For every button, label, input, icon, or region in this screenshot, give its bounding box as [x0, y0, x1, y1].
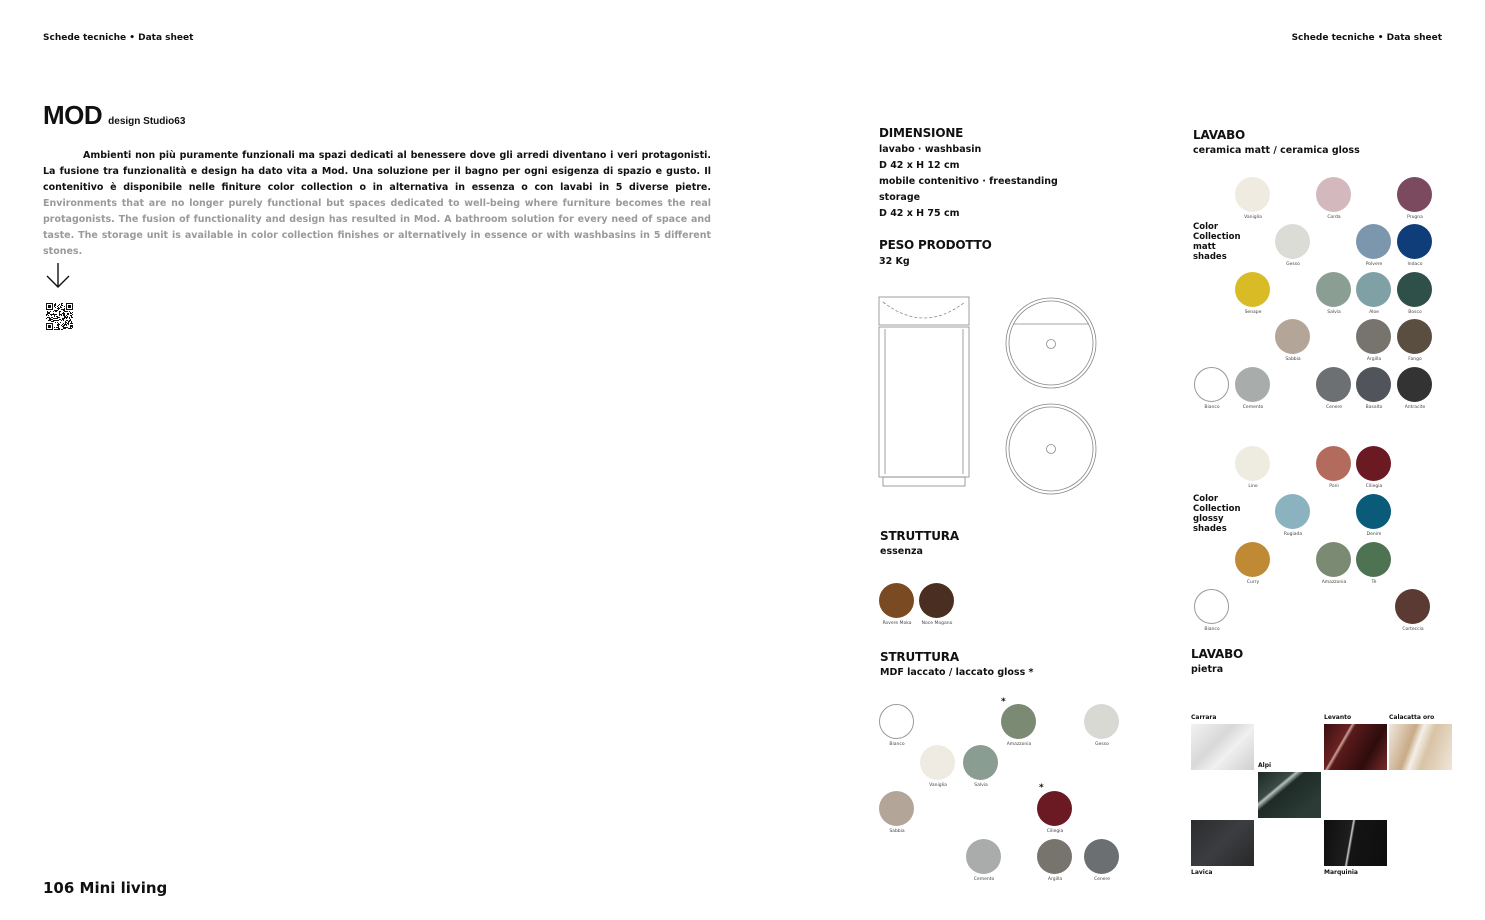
- color-swatch[interactable]: [1275, 494, 1310, 529]
- color-swatch[interactable]: [1316, 272, 1351, 307]
- structure-mdf-title: STRUTTURA: [880, 650, 959, 664]
- intro-english: Environments that are no longer purely functional but spaces dedicated to well-being where furniture becomes the real protagonists. The fusion of functionality and design has resulted in Mod. A bathroom solution for every need of space and taste. The storage unit is available in color collection finishes or alternatively in essence or with washbasins in 5 different stones.: [43, 198, 711, 257]
- color-swatch[interactable]: [1084, 704, 1119, 739]
- weight-title: PESO PRODOTTO: [879, 238, 992, 252]
- basin-ceramic-block: [1193, 128, 1360, 159]
- swatch-label: Gesso: [1286, 262, 1300, 267]
- swatch-label: Curry: [1246, 580, 1260, 585]
- page-number: 106 Mini living: [43, 879, 168, 897]
- swatch-label: Antracite: [1404, 405, 1426, 410]
- basin-ceramic-subtitle: ceramica matt / ceramica gloss: [1193, 145, 1360, 156]
- color-swatch[interactable]: [1316, 367, 1351, 402]
- structure-wood-title: STRUTTURA: [880, 529, 959, 543]
- color-swatch[interactable]: [1037, 791, 1072, 826]
- product-name: MOD: [43, 100, 103, 130]
- color-swatch[interactable]: [1356, 542, 1391, 577]
- color-swatch[interactable]: [1275, 224, 1310, 259]
- stone-label: Lavica: [1191, 869, 1213, 876]
- swatch-label: Aloe: [1369, 310, 1379, 315]
- swatch-label: Senape: [1244, 310, 1262, 315]
- intro-text: [43, 148, 711, 260]
- swatch-label: Corda: [1327, 215, 1341, 220]
- swatch-label: Ciliegia: [1365, 484, 1383, 489]
- color-swatch[interactable]: [1356, 494, 1391, 529]
- structure-wood-subtitle: essenza: [880, 546, 923, 557]
- swatch-label: Sabbia: [1285, 357, 1301, 362]
- structure-wood-block: [880, 529, 959, 560]
- swatch-label: Indaco: [1407, 262, 1423, 267]
- technical-drawing: [875, 294, 1105, 503]
- weight-value: 32 Kg: [879, 256, 910, 267]
- arrow-down-icon[interactable]: [45, 262, 71, 294]
- color-swatch[interactable]: [1316, 542, 1351, 577]
- stone-swatch[interactable]: [1191, 820, 1254, 866]
- color-swatch[interactable]: [1084, 839, 1119, 874]
- color-swatch[interactable]: [963, 745, 998, 780]
- swatch-label: Basalto: [1365, 405, 1383, 410]
- color-swatch[interactable]: [1316, 177, 1351, 212]
- color-swatch[interactable]: [1001, 704, 1036, 739]
- dimension-line: storage: [879, 192, 921, 203]
- swatch-label: Tè: [1371, 580, 1377, 585]
- stone-label: Calacatta oro: [1389, 714, 1435, 721]
- color-swatch[interactable]: [1356, 319, 1391, 354]
- swatch-label: Ciliegia: [1046, 829, 1064, 834]
- stone-swatch[interactable]: [1324, 820, 1387, 866]
- dimension-line: lavabo · washbasin: [879, 144, 982, 155]
- stone-label: Carrara: [1191, 714, 1217, 721]
- swatch-label: Salvia: [974, 783, 988, 788]
- color-swatch[interactable]: [1037, 839, 1072, 874]
- color-swatch[interactable]: [1397, 319, 1432, 354]
- swatch-label: Bianco: [889, 742, 905, 747]
- color-swatch[interactable]: [1235, 542, 1270, 577]
- dimension-line: mobile contenitivo · freestanding: [879, 176, 1058, 187]
- stone-label: Levanto: [1324, 714, 1352, 721]
- basin-stone-title: LAVABO: [1191, 647, 1244, 661]
- color-swatch[interactable]: [1395, 589, 1430, 624]
- stone-swatch[interactable]: [1258, 772, 1321, 818]
- color-swatch[interactable]: [879, 583, 914, 618]
- color-swatch[interactable]: [1235, 446, 1270, 481]
- stone-swatch[interactable]: [1324, 724, 1387, 770]
- basin-ceramic-title: LAVABO: [1193, 128, 1246, 142]
- swatch-label: Vaniglia: [1244, 215, 1262, 220]
- swatch-label: Bosco: [1408, 310, 1422, 315]
- swatch-label: Gesso: [1095, 742, 1109, 747]
- swatch-label: Rugiada: [1283, 532, 1303, 537]
- color-swatch[interactable]: [1235, 272, 1270, 307]
- page-title: [43, 100, 185, 131]
- swatch-label: Argilla: [1047, 877, 1063, 882]
- swatch-label: Noce Mogano: [921, 621, 953, 626]
- dimension-line: D 42 x H 12 cm: [879, 160, 960, 171]
- gloss-label: Color Collection glossy shades: [1193, 494, 1241, 534]
- color-swatch[interactable]: [919, 583, 954, 618]
- swatch-label: Rovere Moka: [882, 621, 912, 626]
- color-swatch[interactable]: [1397, 224, 1432, 259]
- gloss-star-icon: *: [1039, 783, 1044, 793]
- swatch-label: Fango: [1408, 357, 1422, 362]
- basin-stone-block: [1191, 647, 1243, 678]
- qr-code-icon[interactable]: [46, 303, 73, 334]
- swatch-label: Lino: [1248, 484, 1258, 489]
- color-swatch[interactable]: [879, 791, 914, 826]
- color-swatch[interactable]: [920, 745, 955, 780]
- color-swatch[interactable]: [879, 704, 914, 739]
- swatch-label: Bianco: [1204, 405, 1220, 410]
- stone-swatch[interactable]: [1191, 724, 1254, 770]
- swatch-label: Cemento: [1242, 405, 1264, 410]
- dimension-title: DIMENSIONE: [879, 126, 964, 140]
- stone-swatch[interactable]: [1389, 724, 1452, 770]
- structure-mdf-subtitle: MDF laccato / laccato gloss *: [880, 667, 1034, 678]
- color-swatch[interactable]: [1316, 446, 1351, 481]
- weight-block: [879, 238, 992, 270]
- color-swatch[interactable]: [1397, 272, 1432, 307]
- swatch-label: Ponì: [1329, 484, 1339, 489]
- intro-italian: Ambienti non più puramente funzionali ma spazi dedicati al benessere dove gli arredi diventano i veri protagonisti. La fusione tra funzionalità e design ha dato vita a Mod. Una soluzione per il bagno per ogni esigenza di spazio e gusto. Il contenitivo è disponibile nelle finiture color collection o in alternativa in essenza o con lavabi in 5 diverse pietre.: [43, 150, 711, 193]
- header-left: Schede tecniche • Data sheet: [43, 33, 194, 43]
- swatch-label: Sabbia: [889, 829, 905, 834]
- swatch-label: Bianco: [1204, 627, 1220, 632]
- swatch-label: Polvere: [1365, 262, 1383, 267]
- dimension-line: D 42 x H 75 cm: [879, 208, 960, 219]
- color-swatch[interactable]: [966, 839, 1001, 874]
- swatch-label: Argilla: [1366, 357, 1382, 362]
- matt-label: Color Collection matt shades: [1193, 222, 1241, 262]
- structure-mdf-block: [880, 650, 1034, 681]
- stone-label: Marquinia: [1324, 869, 1358, 876]
- header-right: Schede tecniche • Data sheet: [1291, 33, 1442, 43]
- color-swatch[interactable]: [1194, 367, 1229, 402]
- swatch-label: Cenere: [1325, 405, 1343, 410]
- color-swatch[interactable]: [1194, 589, 1229, 624]
- swatch-label: Denim: [1366, 532, 1382, 537]
- swatch-label: Amazzonia: [1321, 580, 1347, 585]
- swatch-label: Cenere: [1093, 877, 1111, 882]
- color-swatch[interactable]: [1356, 272, 1391, 307]
- dimension-block: [879, 126, 1058, 222]
- swatch-label: Corteccia: [1402, 627, 1424, 632]
- swatch-label: Salvia: [1327, 310, 1341, 315]
- color-swatch[interactable]: [1356, 367, 1391, 402]
- swatch-label: Amazzonia: [1006, 742, 1032, 747]
- color-swatch[interactable]: [1235, 177, 1270, 212]
- color-swatch[interactable]: [1397, 177, 1432, 212]
- basin-stone-subtitle: pietra: [1191, 664, 1224, 675]
- color-swatch[interactable]: [1275, 319, 1310, 354]
- gloss-star-icon: *: [1001, 697, 1006, 707]
- color-swatch[interactable]: [1397, 367, 1432, 402]
- designer-credit: design Studio63: [108, 116, 186, 127]
- swatch-label: Cemento: [973, 877, 995, 882]
- color-swatch[interactable]: [1235, 367, 1270, 402]
- color-swatch[interactable]: [1356, 446, 1391, 481]
- stone-label: Alpi: [1258, 762, 1272, 769]
- swatch-label: Vaniglia: [929, 783, 947, 788]
- color-swatch[interactable]: [1356, 224, 1391, 259]
- swatch-label: Prugna: [1407, 215, 1423, 220]
